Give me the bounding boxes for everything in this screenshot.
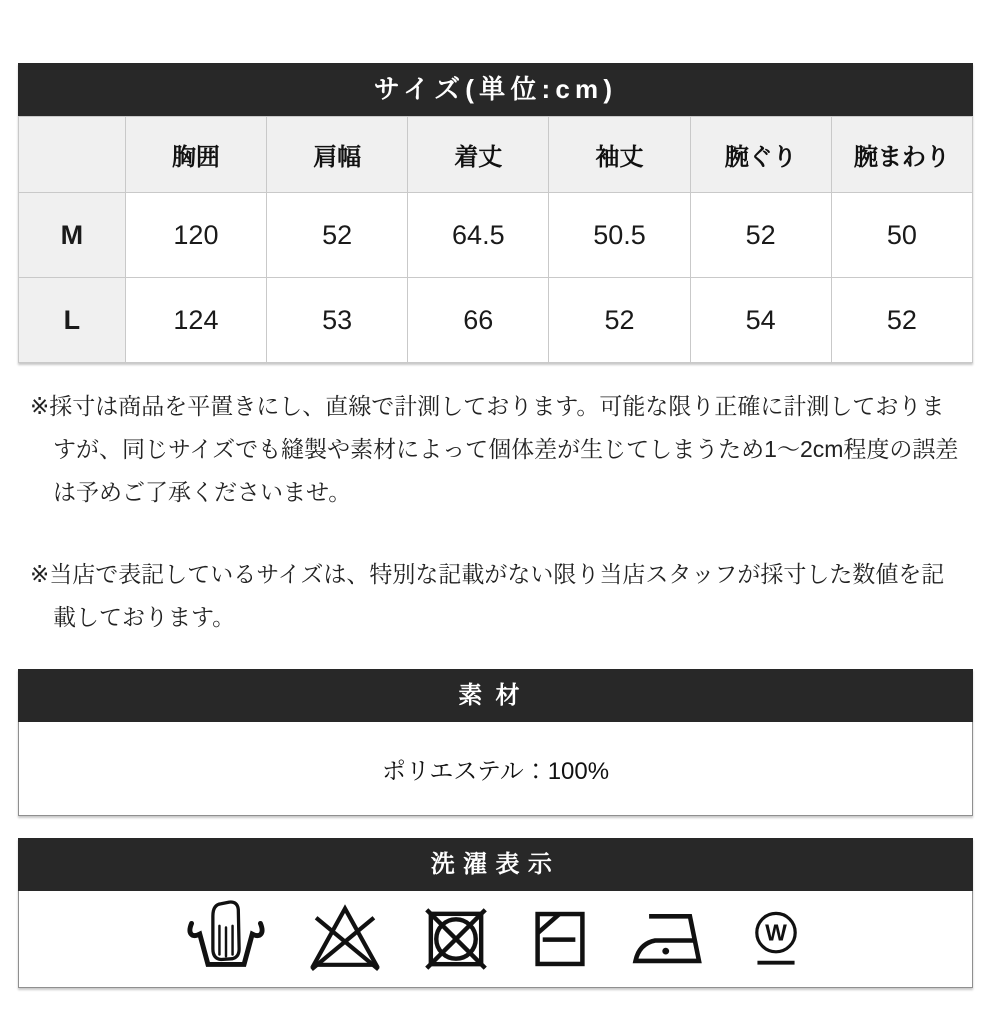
column-header-armhole: 腕ぐり (690, 117, 831, 193)
material-section-header: 素材 (18, 669, 973, 722)
laundry-icons-row (18, 891, 973, 988)
column-header-arm-circumference: 腕まわり (831, 117, 972, 193)
size-cell: 120 (125, 193, 266, 278)
size-table-header-row (19, 117, 973, 193)
size-section-header: サイズ(単位:cm) (18, 63, 973, 116)
size-cell: 124 (125, 278, 266, 363)
size-cell: 54 (690, 278, 831, 363)
measurement-notes (30, 385, 965, 639)
iron-low-heat-icon (630, 908, 706, 970)
column-header-length: 着丈 (408, 117, 549, 193)
size-cell: 52 (831, 278, 972, 363)
size-section (18, 63, 973, 363)
material-section (18, 669, 973, 816)
size-cell: 66 (408, 278, 549, 363)
column-header-shoulder: 肩幅 (267, 117, 408, 193)
svg-text:W: W (764, 919, 787, 946)
material-content: ポリエステル：100% (18, 722, 973, 816)
dry-flat-in-shade-icon (528, 905, 592, 973)
size-row-l (19, 278, 973, 363)
washing-section-header: 洗濯表示 (18, 838, 973, 891)
wet-cleaning-w-icon (744, 900, 808, 978)
size-label-m: M (19, 193, 126, 278)
column-header-sleeve: 袖丈 (549, 117, 690, 193)
size-row-m (19, 193, 973, 278)
hand-wash-icon (184, 898, 268, 980)
column-header-chest: 胸囲 (125, 117, 266, 193)
size-cell: 52 (690, 193, 831, 278)
size-cell: 52 (549, 278, 690, 363)
size-cell: 64.5 (408, 193, 549, 278)
note-measurement-accuracy: ※採寸は商品を平置きにし、直線で計測しております。可能な限り正確に計測しておりますが、同じサイズでも縫製や素材によって個体差が生じてしまうため1〜2cm程度の誤差は予めご了承くださいませ。 (30, 393, 959, 505)
size-table (18, 116, 973, 363)
size-cell: 50.5 (549, 193, 690, 278)
size-cell: 50 (831, 193, 972, 278)
washing-section (18, 838, 973, 988)
do-not-bleach-icon (306, 901, 384, 977)
do-not-tumble-dry-icon (422, 905, 490, 973)
size-cell: 53 (267, 278, 408, 363)
size-table-corner-cell (19, 117, 126, 193)
size-label-l: L (19, 278, 126, 363)
size-cell: 52 (267, 193, 408, 278)
note-staff-measured: ※当店で表記しているサイズは、特別な記載がない限り当店スタッフが採寸した数値を記載しております。 (30, 561, 945, 631)
